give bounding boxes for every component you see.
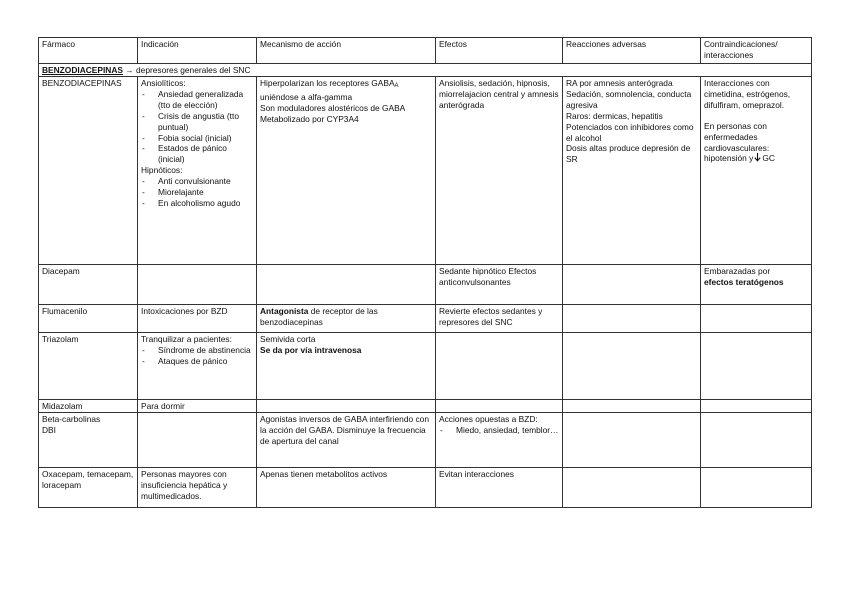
mechanism-line <box>260 78 432 103</box>
mechanism-cell <box>257 265 436 305</box>
mechanism-cell <box>257 333 436 400</box>
arrow-icon: → <box>125 65 134 75</box>
contra-text: GC <box>762 153 775 164</box>
contraindication-cell <box>701 265 812 305</box>
mechanism-text: uniéndose a alfa-gamma <box>260 91 353 102</box>
list-item: - Ansiedad generalizada (tto de elección) <box>141 89 253 111</box>
arrow-down-icon <box>754 153 761 162</box>
indication-cell: Para dormir <box>138 400 257 413</box>
indication-subtitle: Ansiolíticos: <box>141 78 186 88</box>
adverse-line: Sedación, somnolencia, conducta agresiva <box>566 88 692 110</box>
section-title <box>39 64 812 77</box>
drug-cell: Triazolam <box>39 333 138 400</box>
header-row <box>39 38 812 64</box>
indication-list <box>141 176 253 209</box>
contraindication-cell <box>701 77 812 265</box>
mechanism-bold: Antagonista <box>260 306 309 316</box>
mechanism-line: Se da por vía intravenosa <box>260 344 362 355</box>
adverse-cell <box>563 265 701 305</box>
mechanism-line: Metabolizado por CYP3A4 <box>260 113 359 124</box>
mechanism-cell <box>257 77 436 265</box>
adverse-line: Potenciados con inhibidores como el alcohol <box>566 121 694 143</box>
drug-cell: BENZODIACEPINAS <box>39 77 138 265</box>
list-item: - Síndrome de abstinencia <box>141 345 253 356</box>
list-item: - Ataques de pánico <box>141 356 253 367</box>
drug-line: Beta-carbolinas <box>42 413 101 424</box>
mechanism-cell <box>257 305 436 333</box>
indication-list <box>141 345 253 367</box>
list-item: - Miedo, ansiedad, temblor… <box>439 425 559 436</box>
contra-line: Embarazadas por <box>704 266 771 276</box>
table-row <box>39 412 812 467</box>
indication-cell <box>138 77 257 265</box>
section-row <box>39 64 812 77</box>
effects-cell: Ansiolisis, sedación, hipnosis, miorrelajacion central y amnesis anterógrada <box>436 77 563 265</box>
mechanism-text: de receptor de las benzodiacepinas <box>260 306 378 327</box>
adverse-line: Dosis altas produce depresión de SR <box>566 143 691 165</box>
effects-cell: Evitan interacciones <box>436 467 563 507</box>
effects-subtitle: Acciones opuestas a BZD: <box>439 413 538 424</box>
indication-cell <box>138 265 257 305</box>
table-row <box>39 467 812 507</box>
indication-cell <box>138 412 257 467</box>
adverse-cell <box>563 305 701 333</box>
adverse-line: Raros: dermicas, hepatitis <box>566 110 663 121</box>
indication-subtitle: Tranquilizar a pacientes: <box>141 334 232 344</box>
header-contraindicaciones: Contraindicaciones/ interacciones <box>701 38 812 64</box>
pharmacology-table <box>38 37 812 508</box>
contraindication-cell <box>701 412 812 467</box>
drug-cell: Flumacenilo <box>39 305 138 333</box>
indication-cell: Intoxicaciones por BZD <box>138 305 257 333</box>
adverse-cell <box>563 467 701 507</box>
gaba-subscript: A <box>394 83 399 89</box>
effects-cell: Revierte efectos sedantes y represores del SNC <box>436 305 563 333</box>
effects-cell: Sedante hipnótico Efectos anticonvulsonantes <box>436 265 563 305</box>
contraindication-cell <box>701 467 812 507</box>
indication-list <box>141 89 253 165</box>
effects-cell <box>436 333 563 400</box>
table-row <box>39 77 812 265</box>
contra-line <box>704 121 808 165</box>
effects-list <box>439 425 559 436</box>
contra-line: Interacciones con cimetidina, estrógenos, difulfiram, omeprazol. <box>704 78 791 110</box>
adverse-cell <box>563 400 701 413</box>
table-row <box>39 265 812 305</box>
drug-cell: Midazolam <box>39 400 138 413</box>
mechanism-cell <box>257 400 436 413</box>
header-reacciones: Reacciones adversas <box>563 38 701 64</box>
mechanism-line: Son moduladores alostéricos de GABA <box>260 102 406 113</box>
adverse-cell <box>563 333 701 400</box>
contra-line: efectos teratógenos <box>704 276 784 287</box>
effects-cell <box>436 412 563 467</box>
mechanism-line: Semivida corta <box>260 334 316 344</box>
indication-cell <box>138 333 257 400</box>
contraindication-cell <box>701 400 812 413</box>
header-efectos: Efectos <box>436 38 563 64</box>
contra-text: En personas con enfermedades cardiovasculares: hipotensión y <box>704 120 770 164</box>
list-item: - Miorelajante <box>141 187 253 198</box>
drug-cell <box>39 412 138 467</box>
section-description: depresores generales del SNC <box>136 65 251 75</box>
list-item: - Estados de pánico (inicial) <box>141 143 253 165</box>
table-row <box>39 400 812 413</box>
adverse-cell <box>563 412 701 467</box>
spacer <box>704 111 808 121</box>
list-item: - Crisis de angustia (tto puntual) <box>141 111 253 133</box>
mechanism-cell: Agonistas inversos de GABA interfiriendo con la acción del GABA. Disminuye la frecuencia de apertura del canal <box>257 412 436 467</box>
table-row <box>39 305 812 333</box>
contraindication-cell <box>701 305 812 333</box>
drug-cell: Diacepam <box>39 265 138 305</box>
header-indicacion: Indicación <box>138 38 257 64</box>
section-name: BENZODIACEPINAS <box>42 65 123 75</box>
contraindication-cell <box>701 333 812 400</box>
indication-cell: Personas mayores con insuficiencia hepática y multimedicados. <box>138 467 257 507</box>
adverse-cell <box>563 77 701 265</box>
mechanism-cell: Apenas tienen metabolitos activos <box>257 467 436 507</box>
list-item: - Fobia social (inicial) <box>141 133 253 144</box>
drug-line: DBI <box>42 424 56 435</box>
mechanism-text: Hiperpolarizan los receptores GABA <box>260 78 395 88</box>
table-row <box>39 333 812 400</box>
header-farmaco: Fármaco <box>39 38 138 64</box>
drug-cell: Oxacepam, temacepam, loracepam <box>39 467 138 507</box>
indication-subtitle: Hipnóticos: <box>141 165 183 176</box>
header-mecanismo: Mecanismo de acción <box>257 38 436 64</box>
list-item: - Anti convulsionante <box>141 176 253 187</box>
effects-cell <box>436 400 563 413</box>
adverse-line: RA por amnesis anterógrada <box>566 78 673 88</box>
list-item: - En alcoholismo agudo <box>141 198 253 209</box>
